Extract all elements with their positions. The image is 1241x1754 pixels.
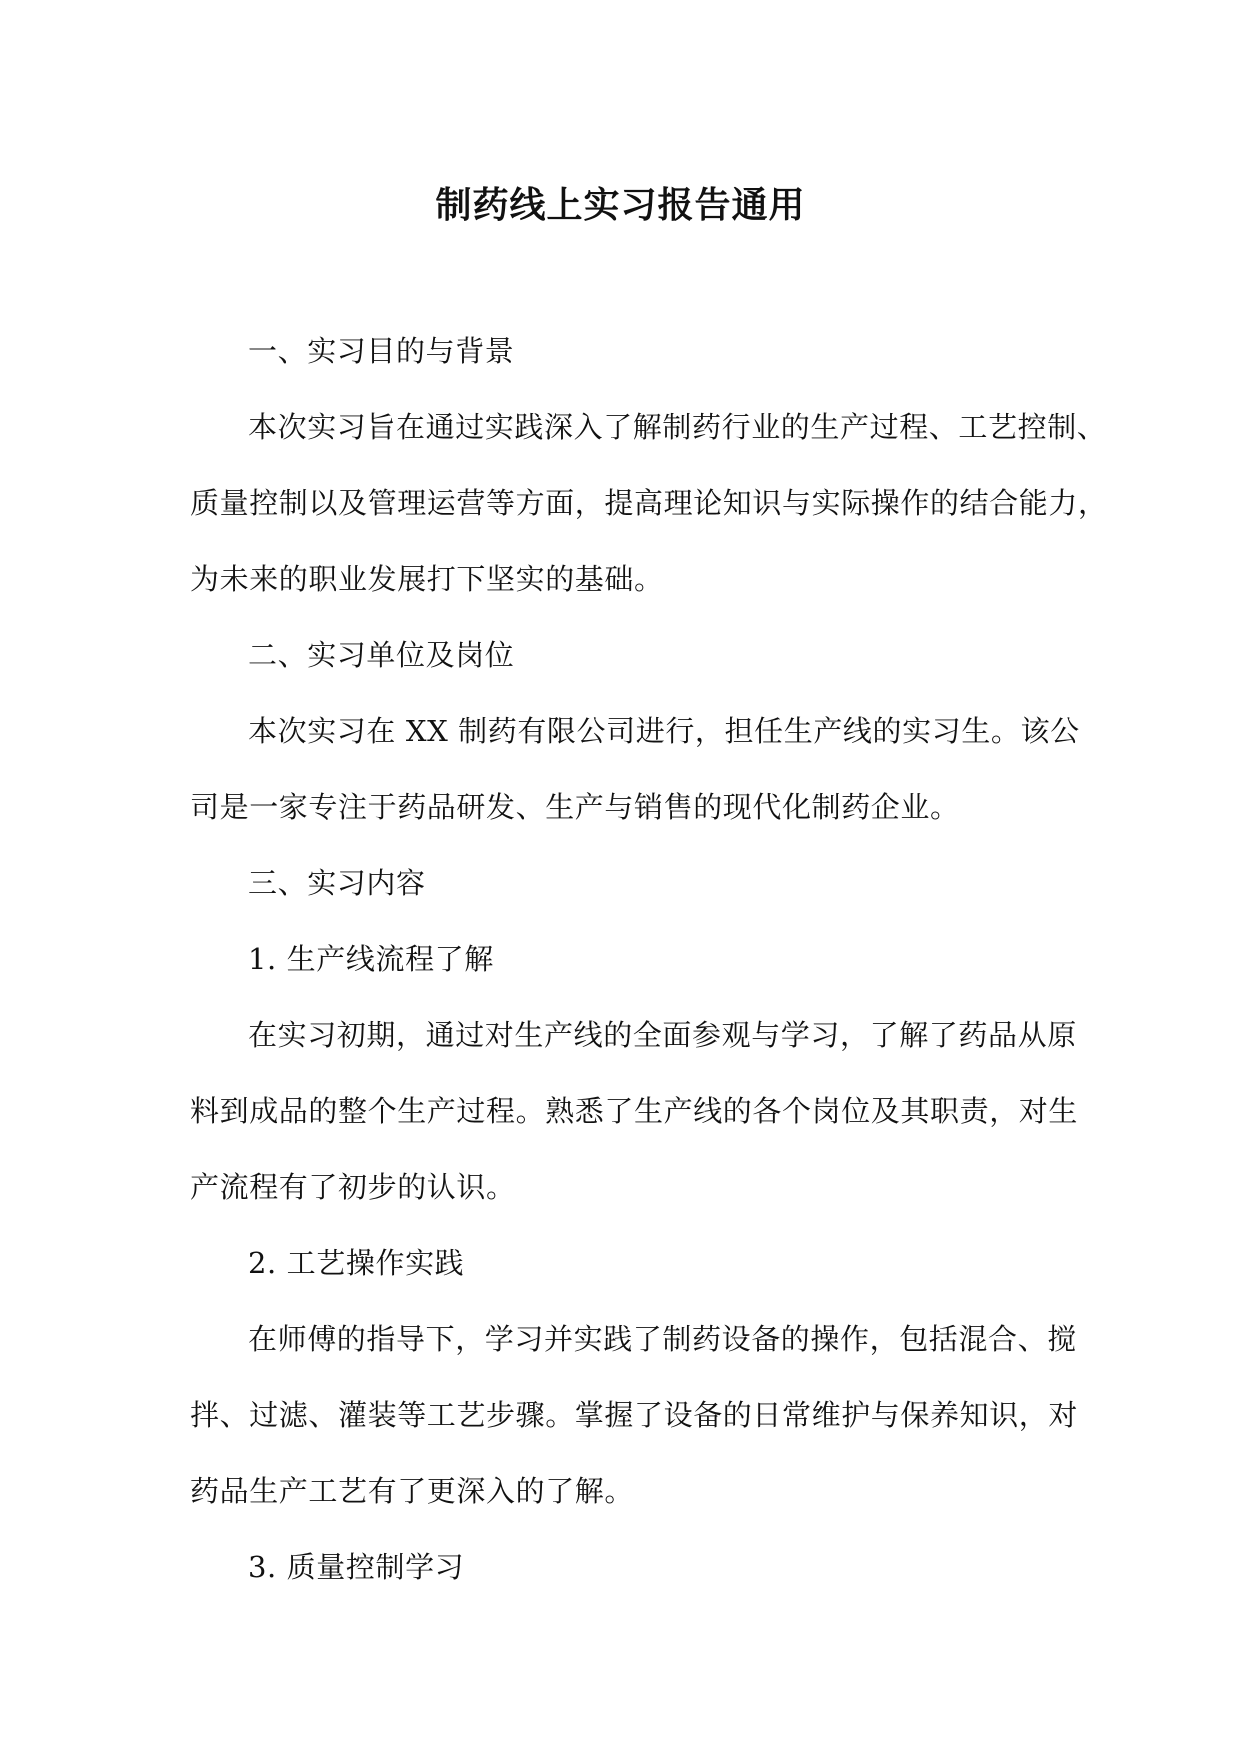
paragraph-line: 药品生产工艺有了更深入的了解。 [190,1474,635,1508]
paragraph-line: 本次实习在 XX 制药有限公司进行，担任生产线的实习生。该公 [248,714,1080,748]
paragraph-line: 司是一家专注于药品研发、生产与销售的现代化制药企业。 [190,790,960,824]
paragraph-line: 本次实习旨在通过实践深入了解制药行业的生产过程、工艺控制、 [248,410,1107,444]
subsection-heading-quality-control: 3. 质量控制学习 [248,1550,465,1584]
paragraph-line: 拌、过滤、灌装等工艺步骤。掌握了设备的日常维护与保养知识，对 [190,1398,1079,1432]
section-heading-unit: 二、实习单位及岗位 [248,638,515,672]
section-heading-purpose: 一、实习目的与背景 [248,334,515,368]
paragraph-line: 在师傅的指导下，学习并实践了制药设备的操作，包括混合、搅 [248,1322,1077,1356]
paragraph-line: 为未来的职业发展打下坚实的基础。 [190,562,664,596]
paragraph-line: 产流程有了初步的认识。 [190,1170,516,1204]
document-body [190,313,1108,1605]
subsection-heading-process-practice: 2. 工艺操作实践 [248,1246,465,1280]
paragraph-line: 在实习初期，通过对生产线的全面参观与学习，了解了药品从原 [248,1018,1077,1052]
paragraph-line: 料到成品的整个生产过程。熟悉了生产线的各个岗位及其职责，对生 [190,1094,1079,1128]
document-title: 制药线上实习报告通用 [435,185,806,226]
subsection-heading-production-line: 1. 生产线流程了解 [248,942,494,976]
section-heading-content: 三、实习内容 [248,866,426,900]
paragraph-line: 质量控制以及管理运营等方面，提高理论知识与实际操作的结合能力， [190,486,1108,520]
